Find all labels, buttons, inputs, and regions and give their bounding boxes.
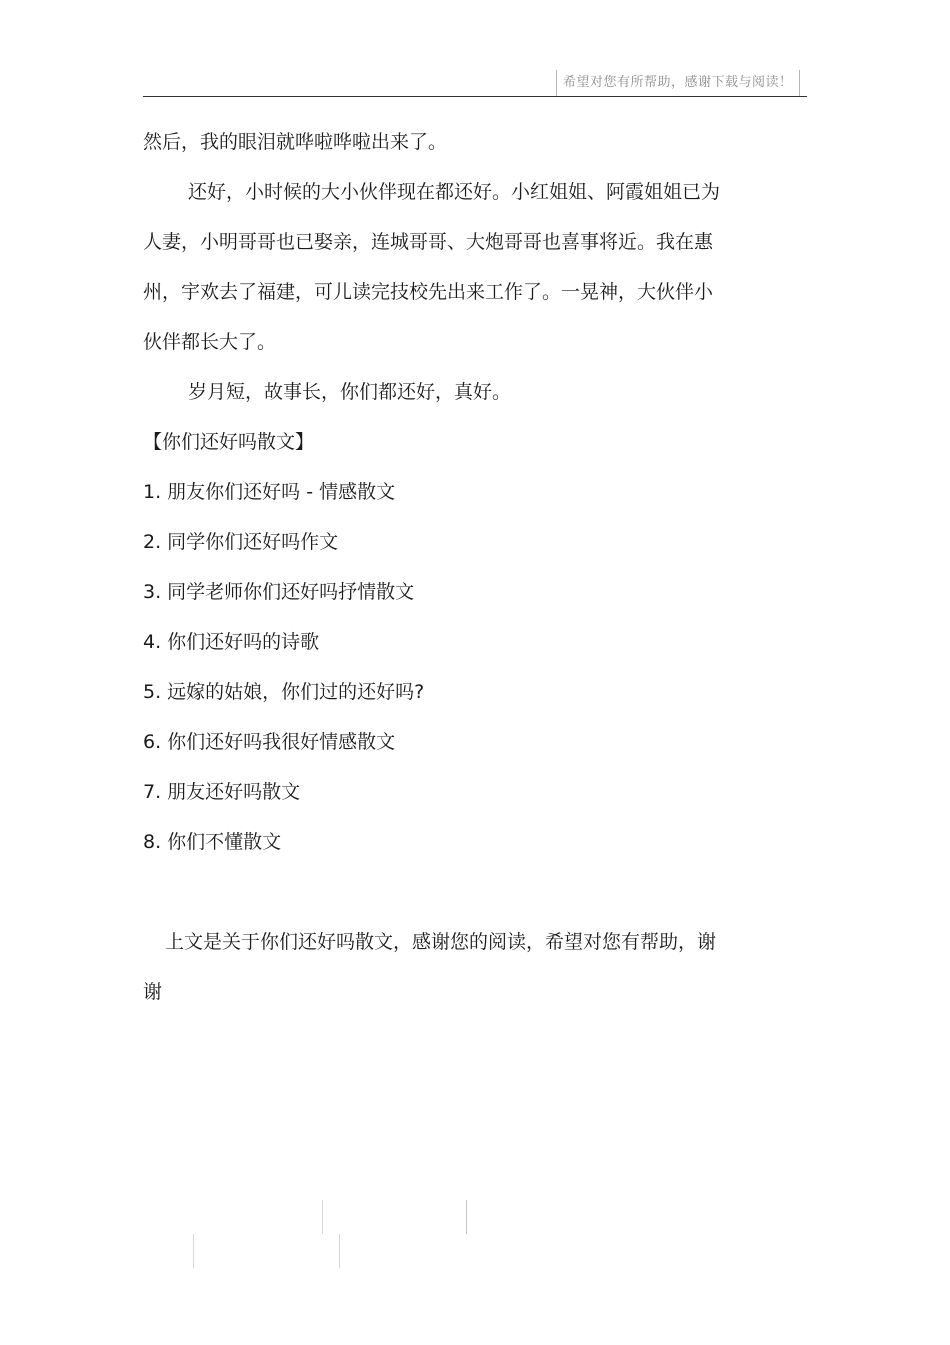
divider-line [466, 1200, 467, 1234]
header-rule [143, 96, 807, 97]
body-paragraph-line: 然后，我的眼泪就哗啦哗啦出来了。 [143, 131, 448, 153]
related-list-item: 6. 你们还好吗我很好情感散文 [143, 731, 396, 753]
related-list-item: 3. 同学老师你们还好吗抒情散文 [143, 581, 415, 603]
related-list-item: 4. 你们还好吗的诗歌 [143, 631, 320, 653]
related-list-item: 5. 远嫁的姑娘，你们过的还好吗? [143, 681, 425, 703]
header-note: 希望对您有所帮助，感谢下载与阅读！ [556, 70, 800, 96]
divider-line [339, 1234, 340, 1268]
body-paragraph-line: 州，宇欢去了福建，可儿读完技校先出来工作了。一晃神，大伙伴小 [143, 281, 714, 303]
related-list-item: 1. 朋友你们还好吗 - 情感散文 [143, 481, 396, 503]
closing-line: 上文是关于你们还好吗散文，感谢您的阅读，希望对您有帮助，谢 [165, 931, 717, 953]
divider-line [322, 1200, 323, 1234]
body-paragraph-line: 岁月短，故事长，你们都还好，真好。 [188, 381, 512, 403]
related-list-item: 2. 同学你们还好吗作文 [143, 531, 339, 553]
divider-line [193, 1234, 194, 1268]
closing-line: 谢 [143, 981, 163, 1003]
body-paragraph-line: 人妻，小明哥哥也已娶亲，连城哥哥、大炮哥哥也喜事将近。我在惠 [143, 231, 714, 253]
related-list-item: 7. 朋友还好吗散文 [143, 781, 301, 803]
related-heading: 【你们还好吗散文】 [143, 431, 315, 453]
related-list-item: 8. 你们不懂散文 [143, 831, 282, 853]
body-paragraph-line: 伙伴都长大了。 [143, 331, 277, 353]
body-paragraph-line: 还好，小时候的大小伙伴现在都还好。小红姐姐、阿霞姐姐已为 [188, 181, 721, 203]
